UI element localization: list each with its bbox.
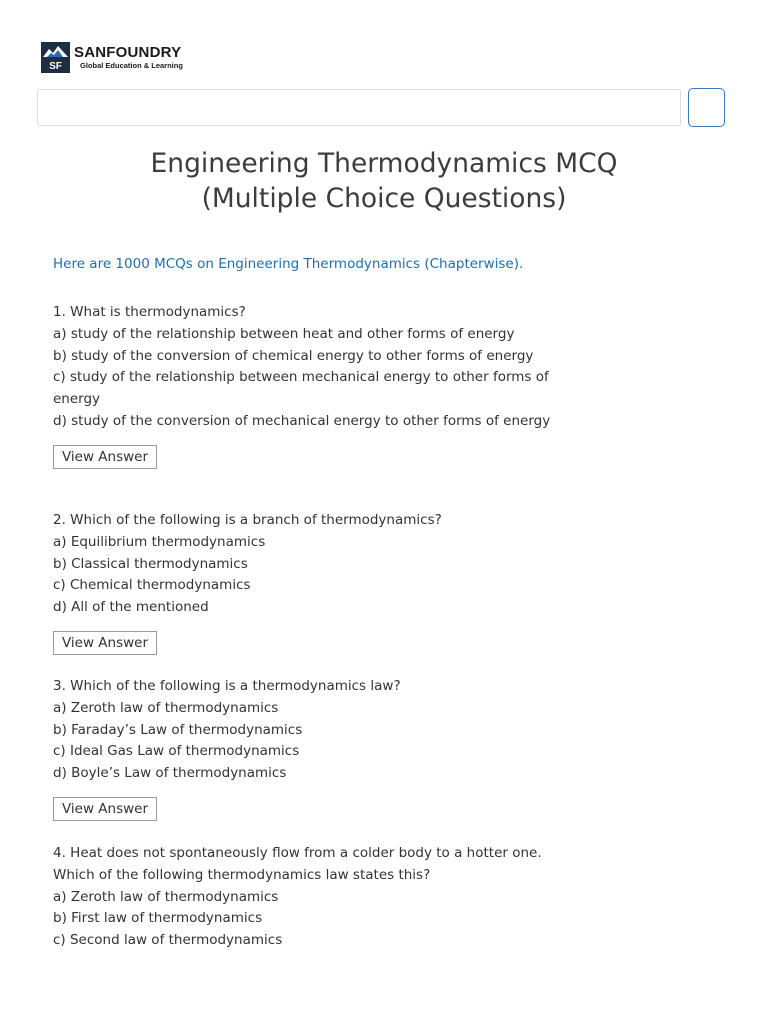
option-a: a) Equilibrium thermodynamics [53, 533, 266, 550]
logo-mark-icon [41, 42, 70, 73]
option-b: b) Classical thermodynamics [53, 555, 248, 572]
option-c: c) Chemical thermodynamics [53, 577, 251, 594]
option-a: a) Zeroth law of thermodynamics [53, 888, 279, 905]
option-c: c) Second law of thermodynamics [53, 932, 283, 949]
option-c-continued: energy [53, 391, 101, 408]
option-b: b) study of the conversion of chemical energy to other forms of energy [53, 347, 534, 364]
page-title-line-1: Engineering Thermodynamics MCQ [150, 148, 618, 179]
logo-tagline: Global Education & Learning [80, 61, 183, 70]
sanfoundry-logo[interactable] [41, 42, 183, 73]
question-stem-continued: Which of the following thermodynamics law states this? [53, 866, 431, 883]
option-c: c) study of the relationship between mechanical energy to other forms of [53, 369, 549, 386]
intro-link[interactable]: Here are 1000 MCQs on Engineering Thermodynamics (Chapterwise). [53, 256, 524, 272]
option-c: c) Ideal Gas Law of thermodynamics [53, 743, 300, 760]
question-stem: 4. Heat does not spontaneously flow from a colder body to a hotter one. [53, 845, 542, 861]
logo-mark-text: SF [49, 61, 62, 72]
page-title-line-2: (Multiple Choice Questions) [201, 183, 567, 214]
page-title [0, 146, 768, 216]
view-answer-button[interactable]: View Answer [53, 445, 157, 469]
question-4 [53, 843, 553, 952]
view-answer-button[interactable]: View Answer [53, 631, 157, 655]
question-stem: 2. Which of the following is a branch of thermodynamics? [53, 512, 442, 528]
question-stem: 1. What is thermodynamics? [53, 304, 246, 320]
option-d: d) All of the mentioned [53, 599, 209, 616]
option-d: d) study of the conversion of mechanical energy to other forms of energy [53, 412, 551, 429]
search-button[interactable] [688, 88, 725, 127]
search-input[interactable] [37, 89, 681, 126]
logo-name: SANFOUNDRY [74, 44, 182, 61]
question-1 [53, 302, 553, 469]
question-stem: 3. Which of the following is a thermodynamics law? [53, 678, 401, 694]
view-answer-button[interactable]: View Answer [53, 797, 157, 821]
option-d: d) Boyle’s Law of thermodynamics [53, 765, 287, 782]
question-2 [53, 510, 553, 655]
option-b: b) Faraday’s Law of thermodynamics [53, 721, 303, 738]
option-a: a) study of the relationship between heat and other forms of energy [53, 325, 515, 342]
question-3 [53, 676, 553, 821]
option-a: a) Zeroth law of thermodynamics [53, 699, 279, 716]
option-b: b) First law of thermodynamics [53, 910, 263, 927]
